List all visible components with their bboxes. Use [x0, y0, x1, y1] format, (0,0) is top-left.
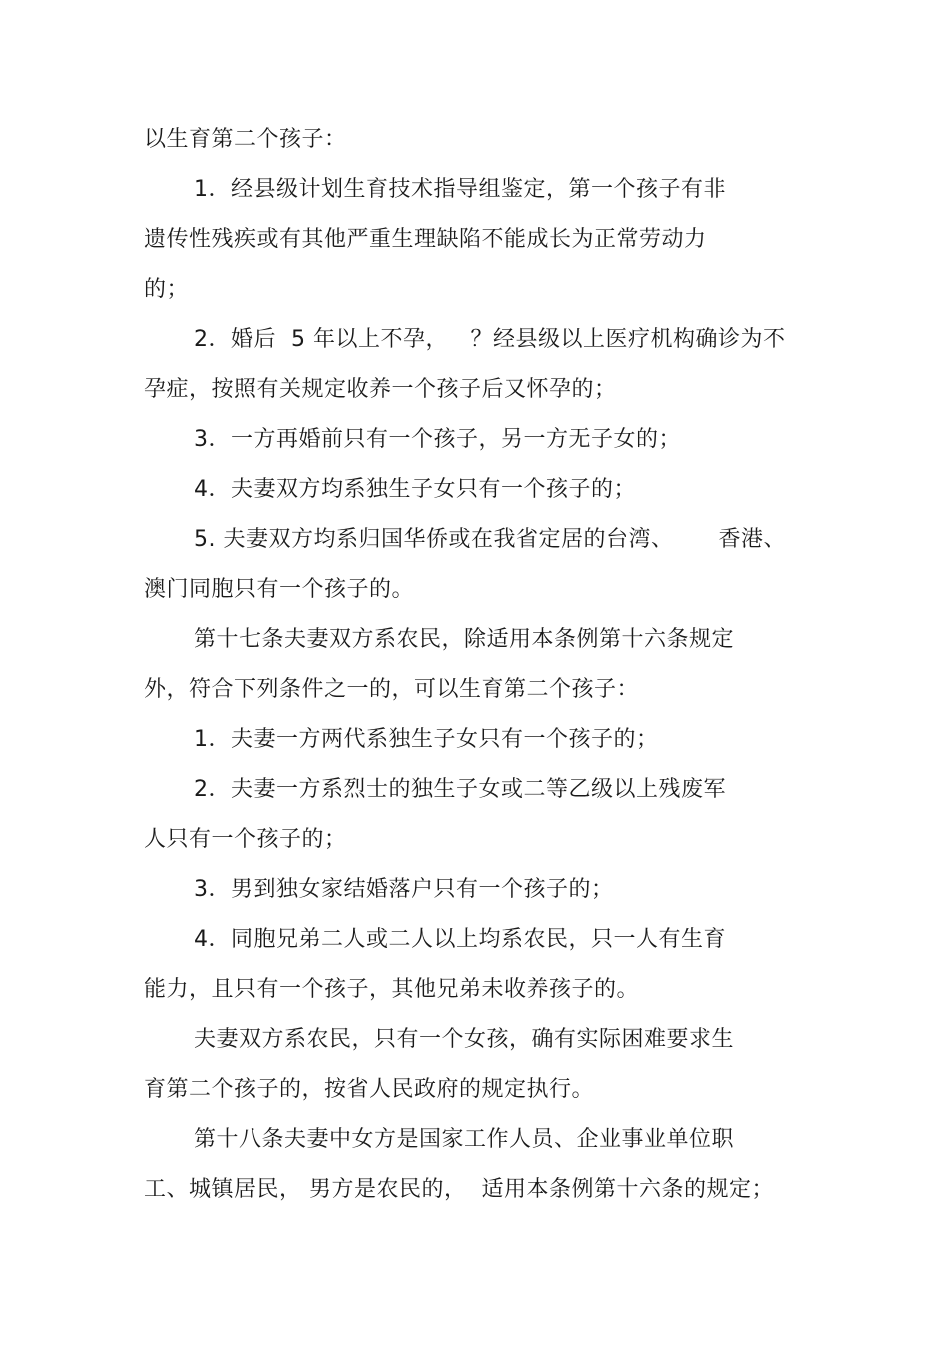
text-line: 以生育第二个孩子： [144, 127, 347, 152]
text-line: 第十八条夫妻中女方是国家工作人员、企业事业单位职 [194, 1127, 735, 1152]
text-line: 孕症，按照有关规定收养一个孩子后又怀孕的； [144, 377, 617, 402]
text-line: 遗传性残疾或有其他严重生理缺陷不能成长为正常劳动力 [144, 227, 707, 252]
text-line: 人只有一个孩子的； [144, 827, 347, 852]
text-line: 能力，且只有一个孩子，其他兄弟未收养孩子的。 [144, 977, 640, 1002]
text-line: 澳门同胞只有一个孩子的。 [144, 577, 415, 602]
text-line: 1．夫妻一方两代系独生子女只有一个孩子的； [194, 727, 659, 752]
text-line: 工、城镇居民， 男方是农民的， 适用本条例第十六条的规定； [144, 1177, 774, 1202]
text-line: 5. 夫妻双方均系归国华侨或在我省定居的台湾、 香港、 [194, 527, 786, 552]
text-line: 2．婚后 5 年以上不孕， ？经县级以上医疗机构确诊为不 [194, 327, 786, 352]
text-line: 第十七条夫妻双方系农民，除适用本条例第十六条规定 [194, 627, 735, 652]
text-line: 育第二个孩子的，按省人民政府的规定执行。 [144, 1077, 595, 1102]
text-line: 外，符合下列条件之一的，可以生育第二个孩子： [144, 677, 640, 702]
text-line: 的； [144, 277, 190, 302]
text-line: 夫妻双方系农民，只有一个女孩，确有实际困难要求生 [194, 1027, 735, 1052]
text-line: 2．夫妻一方系烈士的独生子女或二等乙级以上残废军 [194, 777, 726, 802]
text-line: 1．经县级计划生育技术指导组鉴定，第一个孩子有非 [194, 177, 726, 202]
text-line: 4．夫妻双方均系独生子女只有一个孩子的； [194, 477, 636, 502]
text-line: 3．一方再婚前只有一个孩子，另一方无子女的； [194, 427, 681, 452]
text-line: 3．男到独女家结婚落户只有一个孩子的； [194, 877, 614, 902]
text-line: 4．同胞兄弟二人或二人以上均系农民，只一人有生育 [194, 927, 726, 952]
